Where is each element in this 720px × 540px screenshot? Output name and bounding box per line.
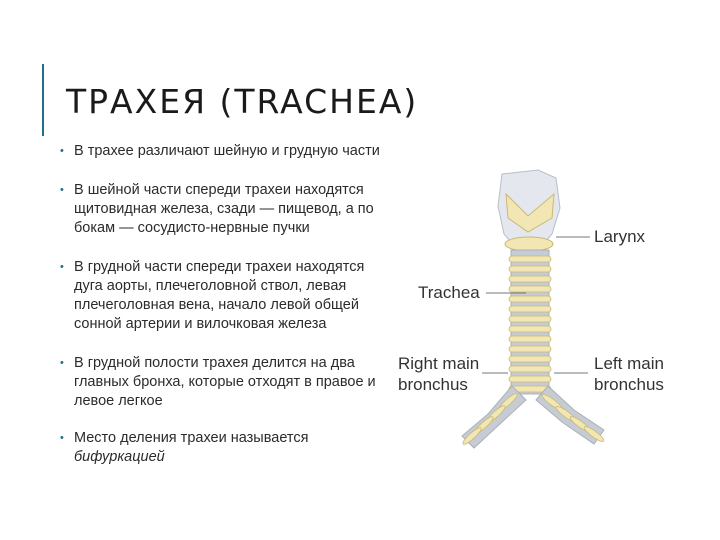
cricoid-cartilage: [505, 237, 553, 251]
right-main-bronchus-label-line2: bronchus: [398, 375, 468, 394]
slide-title: ТРАХЕЯ (TRACHEA): [66, 82, 419, 121]
trachea-label: Trachea: [418, 283, 480, 302]
bullet-item-bifurcation: [60, 429, 382, 467]
right-main-bronchus-label-line1: Right main: [398, 354, 480, 373]
bullet-text: Место деления трахеи называется: [74, 430, 309, 446]
cartilage-ring: [509, 316, 551, 322]
cartilage-ring: [509, 326, 551, 332]
cartilage-ring: [509, 266, 551, 272]
cartilage-ring: [509, 376, 551, 382]
bullet-item: • В шейной части спереди трахеи находятся щитовидная железа, сзади — пищевод, а по бокам — сосудисто-нервные пучки: [60, 181, 382, 238]
larynx-label: Larynx: [594, 227, 646, 246]
cartilage-ring: [509, 276, 551, 282]
bullet-item: • В грудной полости трахея делится на два главных бронха, которые отходят в правое и левое легкое: [60, 354, 382, 411]
cartilage-ring: [509, 366, 551, 372]
cartilage-ring: [509, 296, 551, 302]
trachea-illustration: [390, 160, 690, 460]
left-main-bronchus-label-line2: bronchus: [594, 375, 664, 394]
bifurcation-term: бифуркацией: [74, 449, 165, 465]
bullet-list: [60, 142, 382, 467]
left-main-bronchus-label-line1: Left main: [594, 354, 664, 373]
bullet-item: • В грудной части спереди трахеи находятся дуга аорты, плечеголовной ствол, левая плечеголовная вена, начало левой общей сонной артерии и вилочковая железа: [60, 258, 382, 334]
cartilage-ring: [509, 256, 551, 262]
bullet-item: • В трахее различают шейную и грудную части: [60, 142, 382, 161]
cartilage-ring: [509, 306, 551, 312]
cartilage-ring: [509, 346, 551, 352]
title-accent-bar: [42, 64, 44, 136]
cartilage-ring: [509, 336, 551, 342]
cartilage-ring: [509, 286, 551, 292]
trachea-drawing: [390, 160, 690, 460]
cartilage-ring: [509, 356, 551, 362]
